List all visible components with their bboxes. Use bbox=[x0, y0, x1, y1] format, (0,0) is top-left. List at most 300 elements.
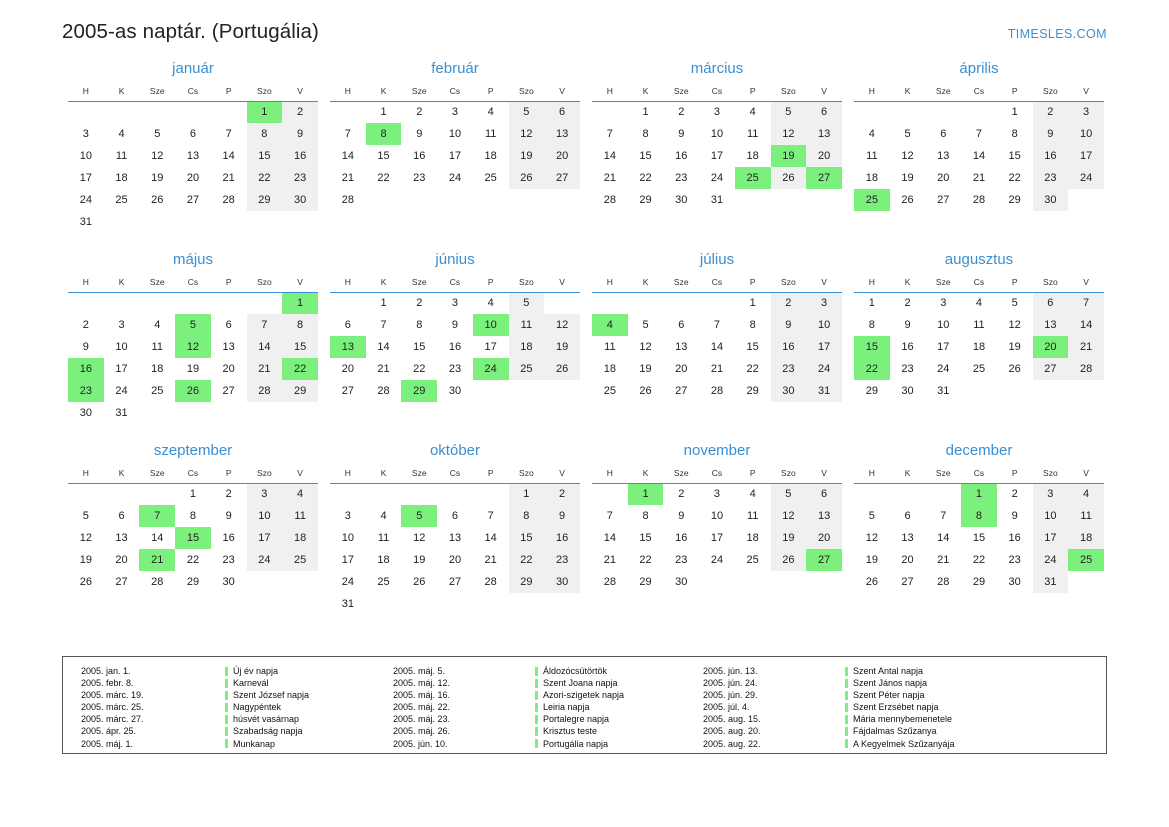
day-cell: 21 bbox=[247, 358, 283, 380]
day-cell: 16 bbox=[413, 150, 426, 162]
day-cell: 5 bbox=[509, 292, 545, 314]
day-cell: 21 bbox=[377, 363, 390, 375]
day-cell: 8 bbox=[416, 319, 423, 331]
day-cell: 26 bbox=[1008, 363, 1021, 375]
day-cell: 28 bbox=[341, 194, 354, 206]
day-cell: 4 bbox=[487, 297, 494, 310]
day-cell: 11 bbox=[746, 510, 759, 522]
day-cell: 29 bbox=[639, 576, 652, 588]
month-table bbox=[330, 277, 580, 402]
day-cell: 1 bbox=[380, 297, 387, 310]
legend-item-label: 2005. aug. 20. bbox=[703, 726, 761, 737]
legend-item bbox=[385, 665, 535, 677]
day-cell: 14 bbox=[1068, 314, 1104, 336]
weekday-header: V bbox=[1068, 277, 1104, 292]
day-cell-empty bbox=[925, 483, 961, 505]
week-row bbox=[854, 123, 1104, 145]
day-cell-empty bbox=[401, 189, 437, 211]
day-cell: 27 bbox=[675, 385, 688, 397]
holiday-color-swatch bbox=[225, 739, 228, 748]
holiday-color-swatch bbox=[535, 691, 538, 700]
holiday-color-swatch bbox=[385, 691, 388, 700]
holiday-color-swatch bbox=[73, 667, 76, 676]
day-cell: 11 bbox=[484, 128, 497, 140]
day-cell: 25 bbox=[746, 554, 759, 566]
weekday-header: Szo bbox=[1033, 277, 1069, 292]
legend-item bbox=[73, 725, 225, 737]
legend-item-label: Krisztus teste bbox=[543, 726, 598, 737]
day-cell: 26 bbox=[509, 167, 545, 189]
week-row bbox=[330, 358, 580, 380]
weekday-header: V bbox=[806, 277, 842, 292]
weekday-header: H bbox=[854, 468, 890, 483]
week-row bbox=[854, 145, 1104, 167]
day-cell: 28 bbox=[710, 385, 724, 397]
weekday-header: K bbox=[366, 86, 402, 101]
day-cell: 12 bbox=[771, 123, 807, 145]
week-row bbox=[68, 505, 318, 527]
week-row bbox=[68, 549, 318, 571]
legend-item bbox=[695, 725, 845, 737]
day-cell: 29 bbox=[1008, 194, 1021, 206]
day-cell: 16 bbox=[675, 150, 688, 162]
day-cell: 10 bbox=[937, 319, 950, 331]
day-cell: 18 bbox=[746, 532, 759, 544]
day-cell: 19 bbox=[79, 554, 92, 566]
month-name: október bbox=[429, 442, 481, 459]
day-cell: 22 bbox=[413, 363, 426, 375]
week-row bbox=[330, 571, 580, 593]
day-cell: 10 bbox=[710, 510, 724, 522]
day-cell: 3 bbox=[344, 510, 351, 522]
legend-item-label: 2005. aug. 15. bbox=[703, 714, 761, 725]
week-row bbox=[592, 145, 842, 167]
weekday-header: H bbox=[854, 86, 890, 101]
day-cell: 2 bbox=[225, 488, 232, 501]
legend-dates-3 bbox=[695, 665, 845, 753]
day-cell: 14 bbox=[377, 341, 390, 353]
legend-item-label: 2005. júl. 4. bbox=[703, 702, 750, 713]
legend-item bbox=[695, 738, 845, 750]
holiday-color-swatch bbox=[385, 679, 388, 688]
day-cell: 11 bbox=[973, 319, 985, 331]
holiday-color-swatch bbox=[535, 679, 538, 688]
weekday-header-row bbox=[68, 277, 318, 292]
day-cell: 6 bbox=[806, 483, 842, 505]
day-cell-empty bbox=[68, 101, 104, 123]
weekday-header: K bbox=[366, 468, 402, 483]
day-cell: 17 bbox=[1068, 145, 1104, 167]
weekday-header: Cs bbox=[961, 86, 997, 101]
weekday-header: Cs bbox=[175, 468, 211, 483]
day-cell: 17 bbox=[806, 336, 842, 358]
day-cell: 7 bbox=[606, 128, 613, 140]
day-cell-holiday: 12 bbox=[175, 336, 211, 358]
day-cell: 12 bbox=[639, 341, 652, 353]
day-cell-empty bbox=[592, 292, 628, 314]
legend-item bbox=[73, 677, 225, 689]
day-cell: 6 bbox=[678, 319, 685, 331]
weekday-header: K bbox=[104, 277, 140, 292]
day-cell: 14 bbox=[247, 336, 283, 358]
day-cell: 10 bbox=[115, 341, 128, 353]
day-cell-holiday: 22 bbox=[854, 358, 890, 380]
day-cell: 21 bbox=[222, 172, 235, 184]
legend-item bbox=[535, 725, 695, 737]
week-row bbox=[854, 483, 1104, 505]
day-cell: 16 bbox=[1008, 532, 1021, 544]
day-cell: 15 bbox=[247, 145, 283, 167]
day-cell-empty bbox=[104, 211, 140, 233]
day-cell: 9 bbox=[678, 128, 685, 140]
weekday-header: Sze bbox=[663, 468, 699, 483]
week-row bbox=[68, 292, 318, 314]
day-cell: 20 bbox=[937, 172, 950, 184]
day-cell: 14 bbox=[937, 532, 950, 544]
day-cell: 11 bbox=[746, 128, 759, 140]
day-cell: 14 bbox=[151, 532, 164, 544]
legend-item bbox=[73, 689, 225, 701]
day-cell: 4 bbox=[487, 106, 494, 119]
legend-item bbox=[225, 713, 385, 725]
day-cell: 1 bbox=[868, 297, 875, 310]
day-cell: 2 bbox=[282, 101, 318, 123]
day-cell: 20 bbox=[341, 363, 354, 375]
day-cell: 12 bbox=[151, 150, 164, 162]
day-cell-empty bbox=[806, 571, 842, 593]
holiday-color-swatch bbox=[73, 679, 76, 688]
day-cell: 11 bbox=[377, 532, 390, 544]
day-cell-empty bbox=[509, 593, 545, 615]
day-cell: 27 bbox=[901, 576, 914, 588]
day-cell: 28 bbox=[603, 194, 616, 206]
month-block bbox=[62, 60, 324, 233]
weekday-header: V bbox=[544, 277, 580, 292]
weekday-header: H bbox=[68, 468, 104, 483]
day-cell: 8 bbox=[1011, 128, 1018, 140]
day-cell-holiday: 5 bbox=[175, 314, 211, 336]
day-cell: 18 bbox=[115, 172, 128, 184]
day-cell: 6 bbox=[118, 510, 125, 522]
day-cell: 20 bbox=[806, 145, 842, 167]
holiday-color-swatch bbox=[845, 727, 848, 736]
legend-item-label: Szabadság napja bbox=[233, 726, 303, 737]
weekday-header: K bbox=[104, 468, 140, 483]
day-cell-empty bbox=[437, 483, 473, 505]
day-cell: 22 bbox=[639, 554, 652, 566]
legend-item-label: 2005. jún. 29. bbox=[703, 690, 758, 701]
day-cell: 30 bbox=[544, 571, 580, 593]
week-row bbox=[68, 527, 318, 549]
day-cell: 4 bbox=[154, 319, 161, 331]
weekday-header: Sze bbox=[925, 86, 961, 101]
day-cell-holiday: 27 bbox=[806, 167, 842, 189]
weekday-header: V bbox=[806, 86, 842, 101]
legend-item bbox=[845, 725, 1025, 737]
day-cell: 12 bbox=[413, 532, 426, 544]
day-cell: 9 bbox=[282, 123, 318, 145]
day-cell-empty bbox=[139, 402, 175, 424]
day-cell-empty bbox=[175, 402, 211, 424]
legend-item bbox=[385, 725, 535, 737]
day-cell-empty bbox=[509, 380, 545, 402]
day-cell: 4 bbox=[1068, 483, 1104, 505]
day-cell: 8 bbox=[247, 123, 283, 145]
day-cell: 28 bbox=[937, 576, 950, 588]
day-cell-empty bbox=[544, 292, 580, 314]
week-row bbox=[68, 145, 318, 167]
holiday-color-swatch bbox=[845, 703, 848, 712]
day-cell: 5 bbox=[154, 128, 161, 140]
day-cell: 23 bbox=[222, 554, 235, 566]
day-cell-holiday: 25 bbox=[854, 189, 890, 211]
week-row bbox=[854, 549, 1104, 571]
month-block bbox=[324, 60, 586, 233]
weekday-header: H bbox=[854, 277, 890, 292]
day-cell: 1 bbox=[509, 483, 545, 505]
day-cell: 27 bbox=[341, 385, 354, 397]
day-cell: 12 bbox=[771, 505, 807, 527]
day-cell-empty bbox=[104, 101, 140, 123]
day-cell: 10 bbox=[247, 505, 283, 527]
day-cell: 31 bbox=[1033, 571, 1069, 593]
day-cell: 25 bbox=[509, 358, 545, 380]
day-cell: 17 bbox=[448, 150, 462, 162]
holiday-color-swatch bbox=[535, 703, 538, 712]
day-cell: 24 bbox=[710, 554, 724, 566]
weekday-header: Szo bbox=[771, 468, 807, 483]
day-cell: 26 bbox=[544, 358, 580, 380]
weekday-header-row bbox=[854, 86, 1104, 101]
day-cell: 28 bbox=[151, 576, 164, 588]
day-cell: 13 bbox=[222, 341, 235, 353]
day-cell: 15 bbox=[972, 532, 986, 544]
weekday-header: Szo bbox=[509, 468, 545, 483]
day-cell: 18 bbox=[151, 363, 164, 375]
weekday-header: P bbox=[735, 86, 771, 101]
day-cell: 21 bbox=[603, 172, 616, 184]
day-cell-holiday: 26 bbox=[175, 380, 211, 402]
legend-item bbox=[225, 725, 385, 737]
day-cell: 1 bbox=[1011, 106, 1018, 119]
weekday-header: V bbox=[544, 86, 580, 101]
legend-item-label: 2005. márc. 27. bbox=[81, 714, 144, 725]
holiday-color-swatch bbox=[225, 691, 228, 700]
day-cell: 30 bbox=[222, 576, 235, 588]
day-cell: 20 bbox=[448, 554, 462, 566]
day-cell: 22 bbox=[186, 554, 200, 566]
day-cell: 19 bbox=[1008, 341, 1021, 353]
month-block bbox=[848, 442, 1110, 615]
day-cell: 5 bbox=[509, 101, 545, 123]
legend-item-label: 2005. máj. 16. bbox=[393, 690, 451, 701]
weekday-header: V bbox=[544, 468, 580, 483]
day-cell: 7 bbox=[344, 128, 351, 140]
day-cell: 30 bbox=[771, 380, 807, 402]
legend-names-3 bbox=[845, 665, 1025, 753]
weekday-header: H bbox=[330, 86, 366, 101]
week-row bbox=[330, 123, 580, 145]
day-cell: 2 bbox=[678, 106, 685, 119]
day-cell: 7 bbox=[606, 510, 613, 522]
legend-item bbox=[695, 665, 845, 677]
week-row bbox=[592, 123, 842, 145]
day-cell: 8 bbox=[509, 505, 545, 527]
day-cell: 15 bbox=[639, 150, 652, 162]
day-cell: 23 bbox=[1008, 554, 1021, 566]
day-cell-empty bbox=[890, 101, 926, 123]
day-cell: 31 bbox=[115, 407, 128, 419]
weekday-header: K bbox=[366, 277, 402, 292]
day-cell-empty bbox=[663, 292, 699, 314]
week-row bbox=[68, 314, 318, 336]
week-row bbox=[330, 549, 580, 571]
holiday-color-swatch bbox=[695, 715, 698, 724]
week-row bbox=[592, 380, 842, 402]
day-cell: 17 bbox=[937, 341, 950, 353]
day-cell-empty bbox=[139, 292, 175, 314]
day-cell: 8 bbox=[189, 510, 197, 522]
holiday-color-swatch bbox=[695, 739, 698, 748]
day-cell: 3 bbox=[118, 319, 125, 331]
day-cell: 3 bbox=[82, 128, 89, 140]
legend-item bbox=[845, 713, 1025, 725]
day-cell-empty bbox=[961, 101, 997, 123]
day-cell: 14 bbox=[222, 150, 235, 162]
day-cell: 15 bbox=[509, 527, 545, 549]
legend-item bbox=[695, 689, 845, 701]
weekday-header: Szo bbox=[509, 277, 545, 292]
legend-item-label: 2005. aug. 22. bbox=[703, 738, 761, 749]
day-cell: 14 bbox=[603, 150, 616, 162]
day-cell-empty bbox=[628, 292, 664, 314]
day-cell: 30 bbox=[282, 189, 318, 211]
day-cell-empty bbox=[473, 593, 509, 615]
day-cell: 26 bbox=[639, 385, 652, 397]
day-cell: 21 bbox=[972, 172, 986, 184]
day-cell: 28 bbox=[484, 576, 497, 588]
weekday-header: Sze bbox=[401, 277, 437, 292]
day-cell-empty bbox=[211, 402, 247, 424]
day-cell: 30 bbox=[675, 576, 688, 588]
day-cell-empty bbox=[925, 101, 961, 123]
week-row bbox=[330, 167, 580, 189]
day-cell-empty bbox=[699, 571, 735, 593]
day-cell-empty bbox=[473, 189, 509, 211]
day-cell: 17 bbox=[710, 532, 724, 544]
day-cell: 13 bbox=[937, 150, 950, 162]
day-cell: 8 bbox=[749, 319, 756, 331]
day-cell: 28 bbox=[247, 380, 283, 402]
day-cell: 26 bbox=[79, 576, 92, 588]
day-cell-empty bbox=[544, 593, 580, 615]
day-cell: 29 bbox=[282, 380, 318, 402]
day-cell-empty bbox=[330, 101, 366, 123]
day-cell: 30 bbox=[1008, 576, 1021, 588]
legend-item bbox=[845, 738, 1025, 750]
month-name: június bbox=[435, 251, 475, 268]
month-block bbox=[586, 60, 848, 233]
day-cell: 29 bbox=[509, 571, 545, 593]
day-cell: 8 bbox=[282, 314, 318, 336]
day-cell: 3 bbox=[1033, 483, 1069, 505]
legend-item bbox=[845, 701, 1025, 713]
weekday-header: Cs bbox=[961, 277, 997, 292]
month-name: július bbox=[699, 251, 735, 268]
day-cell: 22 bbox=[1008, 172, 1021, 184]
day-cell: 24 bbox=[247, 549, 283, 571]
day-cell: 3 bbox=[1068, 101, 1104, 123]
weekday-header: V bbox=[282, 277, 318, 292]
day-cell: 14 bbox=[341, 150, 354, 162]
day-cell-holiday: 4 bbox=[592, 314, 628, 336]
weekday-header: K bbox=[890, 86, 926, 101]
day-cell: 16 bbox=[771, 336, 807, 358]
day-cell: 18 bbox=[484, 150, 497, 162]
day-cell: 5 bbox=[82, 510, 89, 522]
weekday-header: H bbox=[592, 277, 628, 292]
day-cell: 14 bbox=[603, 532, 616, 544]
day-cell: 29 bbox=[247, 189, 283, 211]
day-cell-empty bbox=[401, 593, 437, 615]
legend-item-label: Munkanap bbox=[233, 738, 276, 749]
weekday-header-row bbox=[330, 86, 580, 101]
legend-item bbox=[695, 713, 845, 725]
day-cell: 2 bbox=[82, 319, 89, 331]
week-row bbox=[330, 380, 580, 402]
day-cell: 25 bbox=[115, 194, 128, 206]
day-cell: 31 bbox=[341, 598, 354, 610]
weekday-header: Cs bbox=[699, 86, 735, 101]
day-cell: 20 bbox=[186, 172, 200, 184]
weekday-header: Cs bbox=[699, 277, 735, 292]
day-cell-holiday: 23 bbox=[68, 380, 104, 402]
day-cell: 6 bbox=[451, 510, 459, 522]
week-row bbox=[592, 527, 842, 549]
day-cell: 14 bbox=[972, 150, 986, 162]
day-cell-holiday: 5 bbox=[401, 505, 437, 527]
holiday-color-swatch bbox=[535, 667, 538, 676]
day-cell-empty bbox=[330, 292, 366, 314]
week-row bbox=[854, 167, 1104, 189]
month-block bbox=[848, 60, 1110, 233]
day-cell: 3 bbox=[713, 488, 721, 501]
day-cell-empty bbox=[330, 483, 366, 505]
day-cell-holiday: 27 bbox=[806, 549, 842, 571]
month-table bbox=[854, 277, 1104, 402]
day-cell: 10 bbox=[710, 128, 724, 140]
legend-item bbox=[535, 738, 695, 750]
weekday-header: H bbox=[68, 86, 104, 101]
week-row bbox=[330, 145, 580, 167]
legend-item bbox=[385, 677, 535, 689]
holiday-color-swatch bbox=[385, 667, 388, 676]
day-cell: 4 bbox=[749, 106, 756, 119]
weekday-header: Cs bbox=[961, 468, 997, 483]
day-cell: 27 bbox=[186, 194, 200, 206]
day-cell: 22 bbox=[972, 554, 986, 566]
holiday-color-swatch bbox=[385, 703, 388, 712]
day-cell: 8 bbox=[642, 128, 649, 140]
day-cell: 9 bbox=[82, 341, 89, 353]
week-row bbox=[854, 527, 1104, 549]
legend-item-label: Szent János napja bbox=[853, 678, 928, 689]
month-block bbox=[586, 442, 848, 615]
holiday-color-swatch bbox=[695, 727, 698, 736]
day-cell: 21 bbox=[1068, 336, 1104, 358]
month-table bbox=[330, 86, 580, 211]
day-cell: 27 bbox=[222, 385, 235, 397]
